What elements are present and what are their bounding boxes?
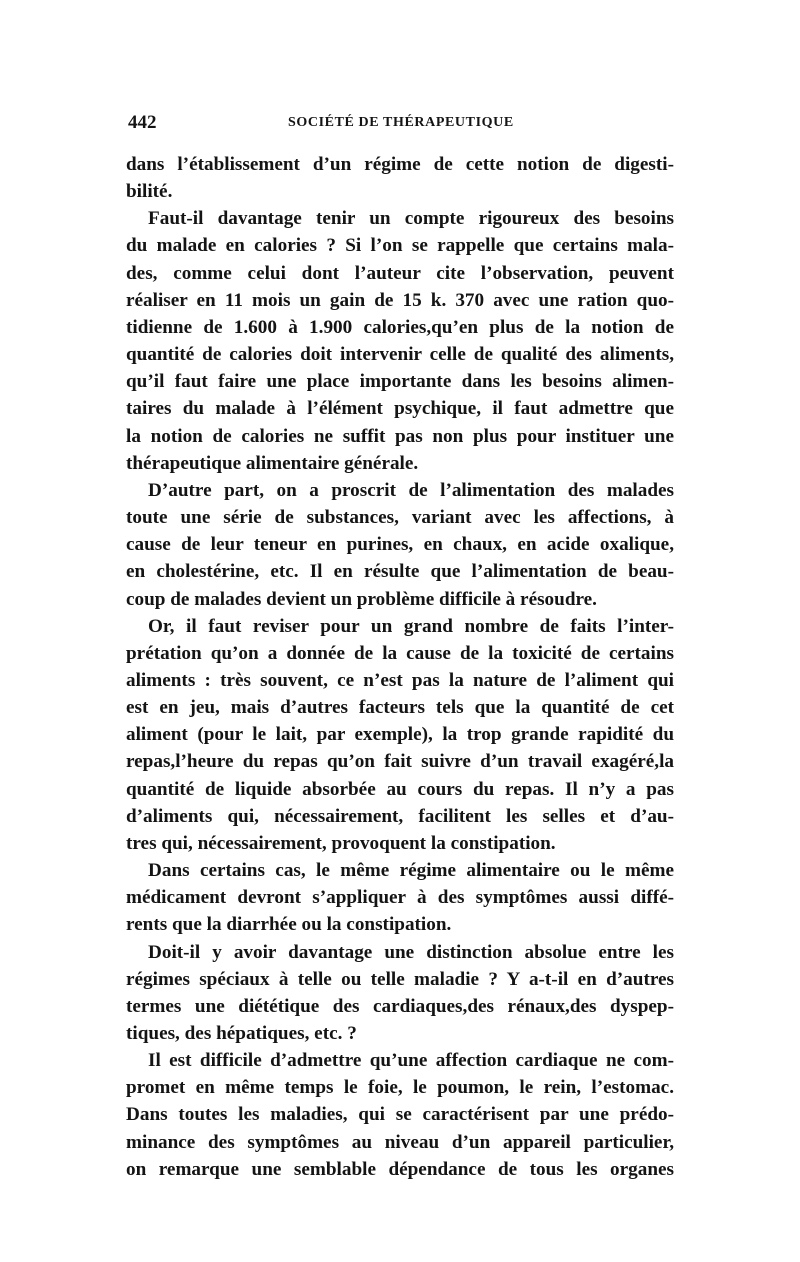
text-line: d’aliments qui, nécessairement, facilitent les selles et d’au- (126, 805, 674, 827)
text-line: bilité. (126, 181, 173, 203)
text-line: quantité de calories doit intervenir celle de qualité des aliments, (126, 344, 674, 366)
text-line: promet en même temps le foie, le poumon, le rein, l’estomac. (126, 1077, 674, 1099)
text-line: tres qui, nécessairement, provoquent la constipation. (126, 832, 556, 854)
text-line: est en jeu, mais d’autres facteurs tels que la quantité de cet (126, 697, 674, 719)
text-line: repas,l’heure du repas qu’on fait suivre d’un travail exagéré,la (126, 751, 674, 773)
text-line: du malade en calories ? Si l’on se rappelle que certains mala- (126, 235, 674, 257)
text-line: termes une diététique des cardiaques,des rénaux,des dyspep- (126, 995, 674, 1017)
text-line: cause de leur teneur en purines, en chaux, en acide oxalique, (126, 534, 674, 556)
text-line: Doit-il y avoir davantage une distinction absolue entre les (148, 941, 674, 963)
text-line: prétation qu’on a donnée de la cause de la toxicité de certains (126, 642, 674, 664)
text-line: qu’il faut faire une place importante dans les besoins alimen- (126, 371, 674, 393)
text-line: thérapeutique alimentaire générale. (126, 452, 419, 474)
running-head (128, 112, 672, 136)
text-line: on remarque une semblable dépendance de tous les organes (126, 1158, 674, 1180)
text-line: taires du malade à l’élément psychique, il faut admettre que (126, 398, 674, 420)
text-line: régimes spéciaux à telle ou telle maladie ? Y a-t-il en d’autres (126, 968, 674, 990)
text-line: minance des symptômes au niveau d’un appareil particulier, (126, 1131, 674, 1153)
text-line: des, comme celui dont l’auteur cite l’observation, peuvent (126, 262, 674, 284)
text-line: réaliser en 11 mois un gain de 15 k. 370 avec une ration quo- (126, 289, 674, 311)
text-line: dans l’établissement d’un régime de cette notion de digesti- (126, 154, 674, 175)
text-line: coup de malades devient un problème difficile à résoudre. (126, 588, 597, 610)
text-line: D’autre part, on a proscrit de l’alimentation des malades (148, 479, 674, 501)
text-line: Faut-il davantage tenir un compte rigoureux des besoins (148, 208, 674, 230)
text-line: toute une série de substances, variant avec les affections, à (126, 507, 674, 529)
text-line: en cholestérine, etc. Il en résulte que l’alimentation de beau- (126, 561, 674, 583)
text-line: Il est difficile d’admettre qu’une affection cardiaque ne com- (148, 1050, 674, 1072)
text-line: Dans toutes les maladies, qui se caractérisent par une prédo- (126, 1104, 674, 1126)
text-line: médicament devront s’appliquer à des symptômes aussi diffé- (126, 887, 674, 909)
text-line: la notion de calories ne suffit pas non plus pour instituer une (126, 425, 674, 447)
journal-title: SOCIÉTÉ DE THÉRAPEUTIQUE (288, 115, 514, 130)
text-line: Dans certains cas, le même régime alimentaire ou le même (148, 860, 674, 882)
text-line: tiques, des hépatiques, etc. ? (126, 1023, 357, 1044)
text-line: aliment (pour le lait, par exemple), la trop grande rapidité du (126, 724, 674, 746)
text-line: quantité de liquide absorbée au cours du repas. Il n’y a pas (126, 778, 674, 800)
text-line: tidienne de 1.600 à 1.900 calories,qu’en plus de la notion de (126, 316, 674, 338)
text-line: aliments : très souvent, ce n’est pas la nature de l’aliment qui (126, 669, 674, 691)
page-number: 442 (128, 112, 157, 133)
text-line: Or, il faut reviser pour un grand nombre de faits l’inter- (148, 615, 674, 637)
text-line: rents que la diarrhée ou la constipation. (126, 914, 452, 936)
body-text (126, 151, 674, 1183)
